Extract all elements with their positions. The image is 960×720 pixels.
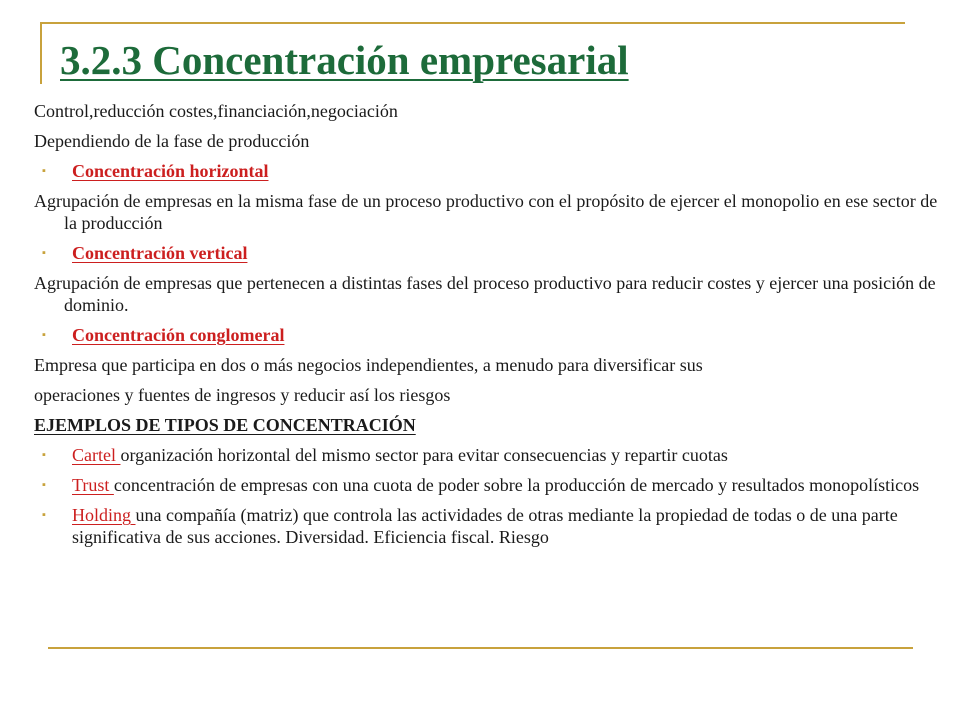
slide-title: 3.2.3 Concentración empresarial <box>60 37 629 83</box>
link-cartel[interactable]: Cartel <box>72 445 121 465</box>
bullet-conglomeral <box>34 324 954 346</box>
bullet-icon: ▪ <box>42 479 46 491</box>
examples-heading: EJEMPLOS DE TIPOS DE CONCENTRACIÓN <box>34 415 416 435</box>
example-trust-text: concentración de empresas con una cuota de poder sobre la producción de mercado y resultados monopolísticos <box>113 475 920 495</box>
example-cartel-text: organización horizontal del mismo sector para evitar consecuencias y repartir cuotas <box>120 445 728 465</box>
frame-bottom-line <box>48 647 913 649</box>
conglomeral-description-line-1: Empresa que participa en dos o más negocios independientes, a menudo para diversificar sus <box>34 355 703 375</box>
link-trust[interactable]: Trust <box>72 475 114 495</box>
bullet-horizontal <box>34 160 954 182</box>
intro-line-1: Control,reducción costes,financiación,negociación <box>34 101 398 121</box>
example-holding <box>34 504 954 548</box>
link-concentracion-vertical[interactable]: Concentración vertical <box>72 243 248 263</box>
bullet-icon: ▪ <box>42 165 46 177</box>
frame-top-line <box>40 22 905 24</box>
link-holding[interactable]: Holding <box>72 505 136 525</box>
bullet-vertical <box>34 242 954 264</box>
bullet-icon: ▪ <box>42 329 46 341</box>
link-concentracion-conglomeral[interactable]: Concentración conglomeral <box>72 325 285 345</box>
vertical-description: Agrupación de empresas que pertenecen a distintas fases del proceso productivo para reducir costes y ejercer una posición de dominio. <box>34 273 936 315</box>
example-trust <box>34 474 954 496</box>
bullet-icon: ▪ <box>42 247 46 259</box>
example-cartel <box>34 444 954 466</box>
bullet-icon: ▪ <box>42 509 46 521</box>
horizontal-description: Agrupación de empresas en la misma fase de un proceso productivo con el propósito de ejercer el monopolio en ese sector de la producción <box>34 191 938 233</box>
link-concentracion-horizontal[interactable]: Concentración horizontal <box>72 161 269 181</box>
intro-line-2: Dependiendo de la fase de producción <box>34 131 310 151</box>
bullet-icon: ▪ <box>42 449 46 461</box>
slide-content <box>34 100 954 556</box>
conglomeral-description-line-2: operaciones y fuentes de ingresos y reducir así los riesgos <box>34 385 451 405</box>
frame-left-line <box>40 22 42 84</box>
example-holding-text: una compañía (matriz) que controla las actividades de otras mediante la propiedad de todas o de una parte significativa de sus acciones. Diversidad. Eficiencia fiscal. Riesgo <box>72 505 898 547</box>
